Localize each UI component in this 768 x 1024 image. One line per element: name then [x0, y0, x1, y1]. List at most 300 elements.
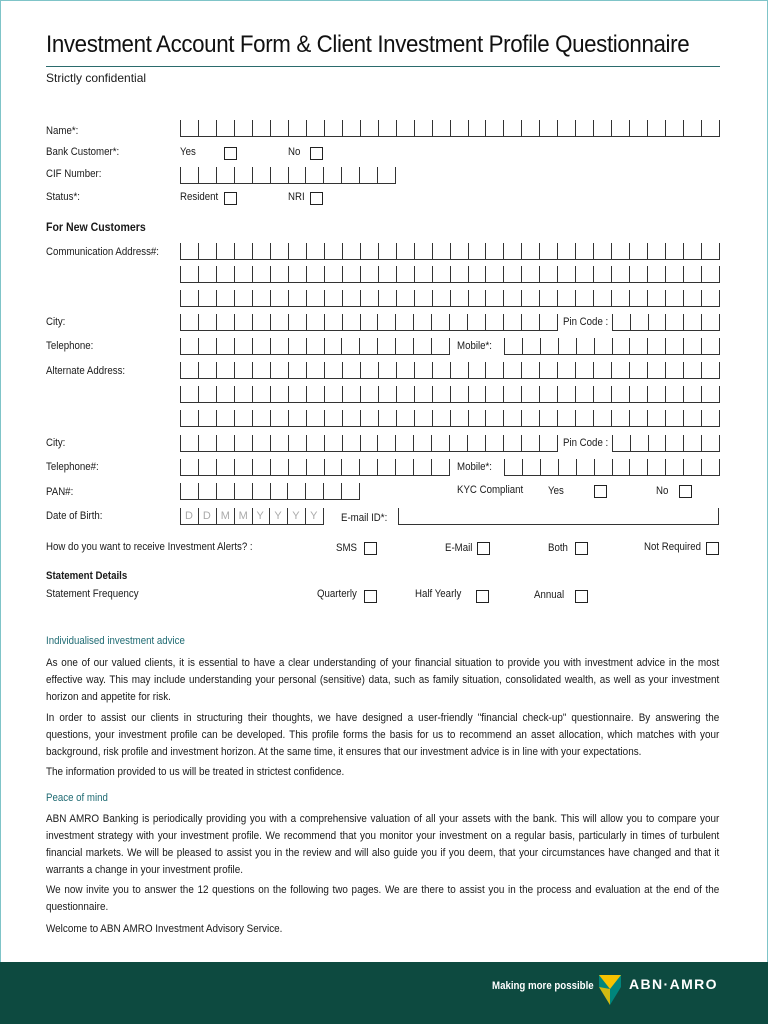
input-cell[interactable] [665, 386, 683, 402]
input-cell[interactable] [503, 386, 521, 402]
input-cell[interactable] [647, 362, 665, 378]
input-cell[interactable] [270, 483, 288, 499]
input-cell[interactable] [288, 435, 306, 451]
input-cell[interactable] [450, 243, 468, 259]
input-cell[interactable] [360, 243, 378, 259]
input-cell[interactable] [180, 167, 198, 183]
input-cell[interactable] [252, 290, 270, 306]
input-cell[interactable] [683, 410, 701, 426]
input-cell[interactable] [324, 314, 342, 330]
input-cell[interactable] [612, 338, 630, 354]
input-cell[interactable] [414, 266, 432, 282]
input-cell[interactable] [701, 290, 719, 306]
input-cell[interactable] [629, 120, 647, 136]
input-cell[interactable] [503, 290, 521, 306]
input-cell[interactable] [539, 120, 557, 136]
input-cell[interactable] [324, 386, 342, 402]
input-cell[interactable] [234, 290, 252, 306]
input-cell[interactable] [234, 508, 252, 524]
input-cell[interactable] [198, 362, 216, 378]
input-cell[interactable] [539, 386, 557, 402]
input-cell[interactable] [701, 266, 719, 282]
input-cell[interactable] [288, 266, 306, 282]
input-cell[interactable] [665, 266, 683, 282]
input-cell[interactable] [683, 459, 701, 475]
input-cell[interactable] [629, 266, 647, 282]
input-cell[interactable] [647, 386, 665, 402]
input-cell[interactable] [629, 459, 647, 475]
input-cell[interactable] [270, 459, 288, 475]
input-cell[interactable] [216, 338, 234, 354]
input-cell[interactable] [395, 338, 413, 354]
input-cell[interactable] [593, 266, 611, 282]
input-cell[interactable] [341, 483, 359, 499]
input-cell[interactable] [305, 167, 323, 183]
input-cell[interactable] [198, 266, 216, 282]
input-cell[interactable] [270, 386, 288, 402]
input-cell[interactable] [683, 362, 701, 378]
input-cell[interactable] [306, 338, 324, 354]
input-cell[interactable] [252, 338, 270, 354]
comm-address-line-2[interactable] [180, 266, 720, 283]
input-cell[interactable] [377, 167, 395, 183]
input-cell[interactable] [521, 362, 539, 378]
input-cell[interactable] [575, 290, 593, 306]
input-cell[interactable] [521, 410, 539, 426]
input-cell[interactable] [683, 243, 701, 259]
input-cell[interactable] [306, 266, 324, 282]
telephone2-field[interactable] [180, 459, 450, 476]
input-cell[interactable] [593, 120, 611, 136]
input-cell[interactable] [288, 362, 306, 378]
input-cell[interactable] [647, 338, 665, 354]
input-cell[interactable] [288, 120, 306, 136]
input-cell[interactable] [557, 290, 575, 306]
input-cell[interactable] [593, 410, 611, 426]
input-cell[interactable] [485, 290, 503, 306]
kyc-no-checkbox[interactable] [679, 485, 692, 498]
input-cell[interactable] [701, 410, 719, 426]
input-cell[interactable] [432, 266, 450, 282]
bank-customer-yes-checkbox[interactable] [224, 147, 237, 160]
input-cell[interactable] [324, 362, 342, 378]
input-cell[interactable] [377, 459, 395, 475]
input-cell[interactable] [575, 410, 593, 426]
input-cell[interactable] [503, 435, 521, 451]
input-cell[interactable] [180, 435, 198, 451]
half-yearly-checkbox[interactable] [476, 590, 489, 603]
input-cell[interactable] [270, 435, 288, 451]
input-cell[interactable] [234, 362, 252, 378]
input-cell[interactable] [665, 243, 683, 259]
input-cell[interactable] [234, 314, 252, 330]
input-cell[interactable] [216, 266, 234, 282]
input-cell[interactable] [378, 243, 396, 259]
input-cell[interactable] [629, 243, 647, 259]
input-cell[interactable] [360, 266, 378, 282]
input-cell[interactable] [270, 120, 288, 136]
input-cell[interactable] [252, 483, 270, 499]
input-cell[interactable] [234, 483, 252, 499]
input-cell[interactable] [305, 483, 323, 499]
input-cell[interactable] [270, 410, 288, 426]
input-cell[interactable] [270, 243, 288, 259]
input-cell[interactable] [611, 362, 629, 378]
input-cell[interactable] [539, 362, 557, 378]
input-cell[interactable] [539, 410, 557, 426]
input-cell[interactable] [234, 243, 252, 259]
comm-address-line-1[interactable] [180, 243, 720, 260]
input-cell[interactable] [558, 459, 576, 475]
alert-not-required-checkbox[interactable] [706, 542, 719, 555]
input-cell[interactable] [252, 120, 270, 136]
input-cell[interactable] [396, 266, 414, 282]
input-cell[interactable] [252, 362, 270, 378]
input-cell[interactable] [665, 338, 683, 354]
input-cell[interactable] [378, 266, 396, 282]
input-cell[interactable] [593, 243, 611, 259]
input-cell[interactable] [665, 120, 683, 136]
input-cell[interactable] [252, 386, 270, 402]
input-cell[interactable] [198, 338, 216, 354]
input-cell[interactable] [449, 435, 467, 451]
input-cell[interactable] [288, 314, 306, 330]
input-cell[interactable] [324, 290, 342, 306]
input-cell[interactable] [324, 266, 342, 282]
input-cell[interactable] [252, 410, 270, 426]
input-cell[interactable] [701, 338, 719, 354]
input-cell[interactable] [594, 459, 612, 475]
input-cell[interactable] [270, 167, 288, 183]
input-cell[interactable] [216, 508, 234, 524]
input-cell[interactable] [306, 435, 324, 451]
input-cell[interactable] [431, 314, 449, 330]
input-cell[interactable] [396, 243, 414, 259]
input-cell[interactable] [468, 410, 486, 426]
input-cell[interactable] [629, 410, 647, 426]
input-cell[interactable] [198, 167, 216, 183]
input-cell[interactable] [180, 243, 198, 259]
input-cell[interactable] [611, 290, 629, 306]
input-cell[interactable] [630, 435, 648, 451]
comm-address-line-3[interactable] [180, 290, 720, 307]
input-cell[interactable] [648, 314, 666, 330]
input-cell[interactable] [522, 459, 540, 475]
input-cell[interactable] [413, 435, 431, 451]
input-cell[interactable] [629, 290, 647, 306]
input-cell[interactable] [665, 459, 683, 475]
input-cell[interactable] [521, 435, 539, 451]
input-cell[interactable] [414, 386, 432, 402]
input-cell[interactable] [540, 459, 558, 475]
input-cell[interactable] [521, 243, 539, 259]
input-cell[interactable] [683, 338, 701, 354]
input-cell[interactable] [395, 314, 413, 330]
input-cell[interactable] [683, 314, 701, 330]
input-cell[interactable] [180, 483, 198, 499]
input-cell[interactable] [575, 386, 593, 402]
input-cell[interactable] [504, 459, 522, 475]
input-cell[interactable] [180, 290, 198, 306]
input-cell[interactable] [558, 338, 576, 354]
input-cell[interactable] [342, 362, 360, 378]
input-cell[interactable] [396, 362, 414, 378]
pin-code2-field[interactable] [612, 435, 720, 452]
input-cell[interactable] [180, 410, 198, 426]
input-cell[interactable] [485, 410, 503, 426]
input-cell[interactable] [288, 290, 306, 306]
input-cell[interactable] [252, 459, 270, 475]
input-cell[interactable] [287, 483, 305, 499]
input-cell[interactable] [450, 266, 468, 282]
input-cell[interactable] [395, 435, 413, 451]
input-cell[interactable] [360, 435, 378, 451]
alert-sms-checkbox[interactable] [364, 542, 377, 555]
input-cell[interactable] [324, 410, 342, 426]
input-cell[interactable] [468, 120, 486, 136]
input-cell[interactable] [539, 243, 557, 259]
input-cell[interactable] [431, 338, 449, 354]
input-cell[interactable] [612, 435, 630, 451]
input-cell[interactable] [450, 120, 468, 136]
input-cell[interactable] [198, 243, 216, 259]
input-cell[interactable] [611, 386, 629, 402]
input-cell[interactable] [593, 362, 611, 378]
input-cell[interactable] [378, 410, 396, 426]
cif-field[interactable] [180, 167, 396, 184]
input-cell[interactable] [377, 314, 395, 330]
input-cell[interactable] [576, 338, 594, 354]
input-cell[interactable] [683, 435, 701, 451]
input-cell[interactable] [701, 362, 719, 378]
input-cell[interactable] [342, 290, 360, 306]
input-cell[interactable] [485, 435, 503, 451]
input-cell[interactable] [216, 483, 234, 499]
input-cell[interactable] [342, 266, 360, 282]
input-cell[interactable] [557, 243, 575, 259]
email-field[interactable] [398, 508, 719, 525]
input-cell[interactable] [198, 290, 216, 306]
input-cell[interactable] [467, 314, 485, 330]
input-cell[interactable] [359, 338, 377, 354]
input-cell[interactable] [198, 410, 216, 426]
input-cell[interactable] [432, 386, 450, 402]
input-cell[interactable] [342, 120, 360, 136]
input-cell[interactable] [485, 362, 503, 378]
input-cell[interactable] [342, 314, 360, 330]
input-cell[interactable] [540, 338, 558, 354]
input-cell[interactable] [324, 120, 342, 136]
input-cell[interactable] [647, 120, 665, 136]
input-cell[interactable] [431, 459, 449, 475]
pin-code-field[interactable] [612, 314, 720, 331]
input-cell[interactable] [432, 410, 450, 426]
input-cell[interactable] [180, 120, 198, 136]
input-cell[interactable] [198, 386, 216, 402]
input-cell[interactable] [665, 290, 683, 306]
input-cell[interactable] [683, 290, 701, 306]
input-cell[interactable] [198, 459, 216, 475]
input-cell[interactable] [503, 362, 521, 378]
input-cell[interactable] [414, 243, 432, 259]
input-cell[interactable] [629, 386, 647, 402]
input-cell[interactable] [593, 290, 611, 306]
input-cell[interactable] [306, 314, 324, 330]
input-cell[interactable] [413, 459, 431, 475]
input-cell[interactable] [180, 266, 198, 282]
input-cell[interactable] [450, 386, 468, 402]
input-cell[interactable] [701, 243, 719, 259]
input-cell[interactable] [234, 167, 252, 183]
input-cell[interactable] [306, 362, 324, 378]
input-cell[interactable] [432, 290, 450, 306]
input-cell[interactable] [575, 266, 593, 282]
input-cell[interactable] [324, 243, 342, 259]
input-cell[interactable] [377, 338, 395, 354]
quarterly-checkbox[interactable] [364, 590, 377, 603]
input-cell[interactable] [504, 338, 522, 354]
input-cell[interactable] [216, 435, 234, 451]
input-cell[interactable] [701, 314, 719, 330]
input-cell[interactable] [539, 290, 557, 306]
input-cell[interactable] [198, 508, 216, 524]
input-cell[interactable] [485, 243, 503, 259]
name-field[interactable] [180, 120, 720, 137]
input-cell[interactable] [647, 459, 665, 475]
input-cell[interactable] [468, 386, 486, 402]
alt-address-line-1[interactable] [180, 362, 720, 379]
input-cell[interactable] [521, 314, 539, 330]
input-cell[interactable] [701, 435, 719, 451]
input-cell[interactable] [539, 266, 557, 282]
input-cell[interactable] [180, 314, 198, 330]
input-cell[interactable] [612, 459, 630, 475]
input-cell[interactable] [503, 120, 521, 136]
telephone-field[interactable] [180, 338, 450, 355]
input-cell[interactable] [270, 362, 288, 378]
input-cell[interactable] [450, 410, 468, 426]
input-cell[interactable] [342, 243, 360, 259]
input-cell[interactable] [378, 362, 396, 378]
input-cell[interactable] [360, 314, 378, 330]
input-cell[interactable] [270, 290, 288, 306]
input-cell[interactable] [611, 266, 629, 282]
input-cell[interactable] [306, 290, 324, 306]
input-cell[interactable] [234, 435, 252, 451]
input-cell[interactable] [306, 410, 324, 426]
input-cell[interactable] [198, 314, 216, 330]
input-cell[interactable] [216, 410, 234, 426]
input-cell[interactable] [468, 266, 486, 282]
input-cell[interactable] [378, 120, 396, 136]
input-cell[interactable] [377, 435, 395, 451]
input-cell[interactable] [683, 120, 701, 136]
input-cell[interactable] [252, 243, 270, 259]
status-resident-checkbox[interactable] [224, 192, 237, 205]
input-cell[interactable] [431, 435, 449, 451]
input-cell[interactable] [252, 314, 270, 330]
city2-field[interactable] [180, 435, 558, 452]
input-cell[interactable] [323, 483, 341, 499]
input-cell[interactable] [252, 435, 270, 451]
input-cell[interactable] [341, 338, 359, 354]
input-cell[interactable] [342, 386, 360, 402]
input-cell[interactable] [665, 435, 683, 451]
input-cell[interactable] [449, 314, 467, 330]
input-cell[interactable] [701, 120, 719, 136]
input-cell[interactable] [288, 338, 306, 354]
input-cell[interactable] [575, 120, 593, 136]
input-cell[interactable] [648, 435, 666, 451]
input-cell[interactable] [647, 290, 665, 306]
input-cell[interactable] [216, 120, 234, 136]
input-cell[interactable] [234, 120, 252, 136]
alt-address-line-2[interactable] [180, 386, 720, 403]
input-cell[interactable] [611, 410, 629, 426]
input-cell[interactable] [503, 410, 521, 426]
input-cell[interactable] [180, 459, 198, 475]
input-cell[interactable] [414, 362, 432, 378]
input-cell[interactable] [323, 167, 341, 183]
input-cell[interactable] [252, 167, 270, 183]
alert-both-checkbox[interactable] [575, 542, 588, 555]
input-cell[interactable] [521, 290, 539, 306]
mobile2-field[interactable] [504, 459, 720, 476]
input-cell[interactable] [396, 290, 414, 306]
input-cell[interactable] [557, 266, 575, 282]
annual-checkbox[interactable] [575, 590, 588, 603]
input-cell[interactable] [521, 266, 539, 282]
input-cell[interactable] [611, 120, 629, 136]
input-cell[interactable] [629, 338, 647, 354]
input-cell[interactable] [288, 167, 306, 183]
input-cell[interactable] [576, 459, 594, 475]
input-cell[interactable] [647, 243, 665, 259]
input-cell[interactable] [557, 362, 575, 378]
input-cell[interactable] [665, 410, 683, 426]
input-cell[interactable] [539, 435, 557, 451]
input-cell[interactable] [360, 410, 378, 426]
input-cell[interactable] [701, 386, 719, 402]
input-cell[interactable] [234, 338, 252, 354]
input-cell[interactable] [324, 338, 342, 354]
input-cell[interactable] [288, 459, 306, 475]
input-cell[interactable] [234, 459, 252, 475]
kyc-yes-checkbox[interactable] [594, 485, 607, 498]
input-cell[interactable] [503, 314, 521, 330]
input-cell[interactable] [234, 266, 252, 282]
input-cell[interactable] [629, 362, 647, 378]
input-cell[interactable] [252, 508, 270, 524]
mobile-field[interactable] [504, 338, 720, 355]
input-cell[interactable] [216, 459, 234, 475]
input-cell[interactable] [234, 386, 252, 402]
input-cell[interactable] [306, 120, 324, 136]
input-cell[interactable] [216, 243, 234, 259]
input-cell[interactable] [216, 314, 234, 330]
input-cell[interactable] [593, 386, 611, 402]
input-cell[interactable] [396, 386, 414, 402]
input-cell[interactable] [557, 410, 575, 426]
input-cell[interactable] [342, 410, 360, 426]
input-cell[interactable] [485, 314, 503, 330]
input-cell[interactable] [683, 266, 701, 282]
input-cell[interactable] [414, 410, 432, 426]
input-cell[interactable] [341, 167, 359, 183]
input-cell[interactable] [216, 167, 234, 183]
input-cell[interactable] [306, 243, 324, 259]
status-nri-checkbox[interactable] [310, 192, 323, 205]
